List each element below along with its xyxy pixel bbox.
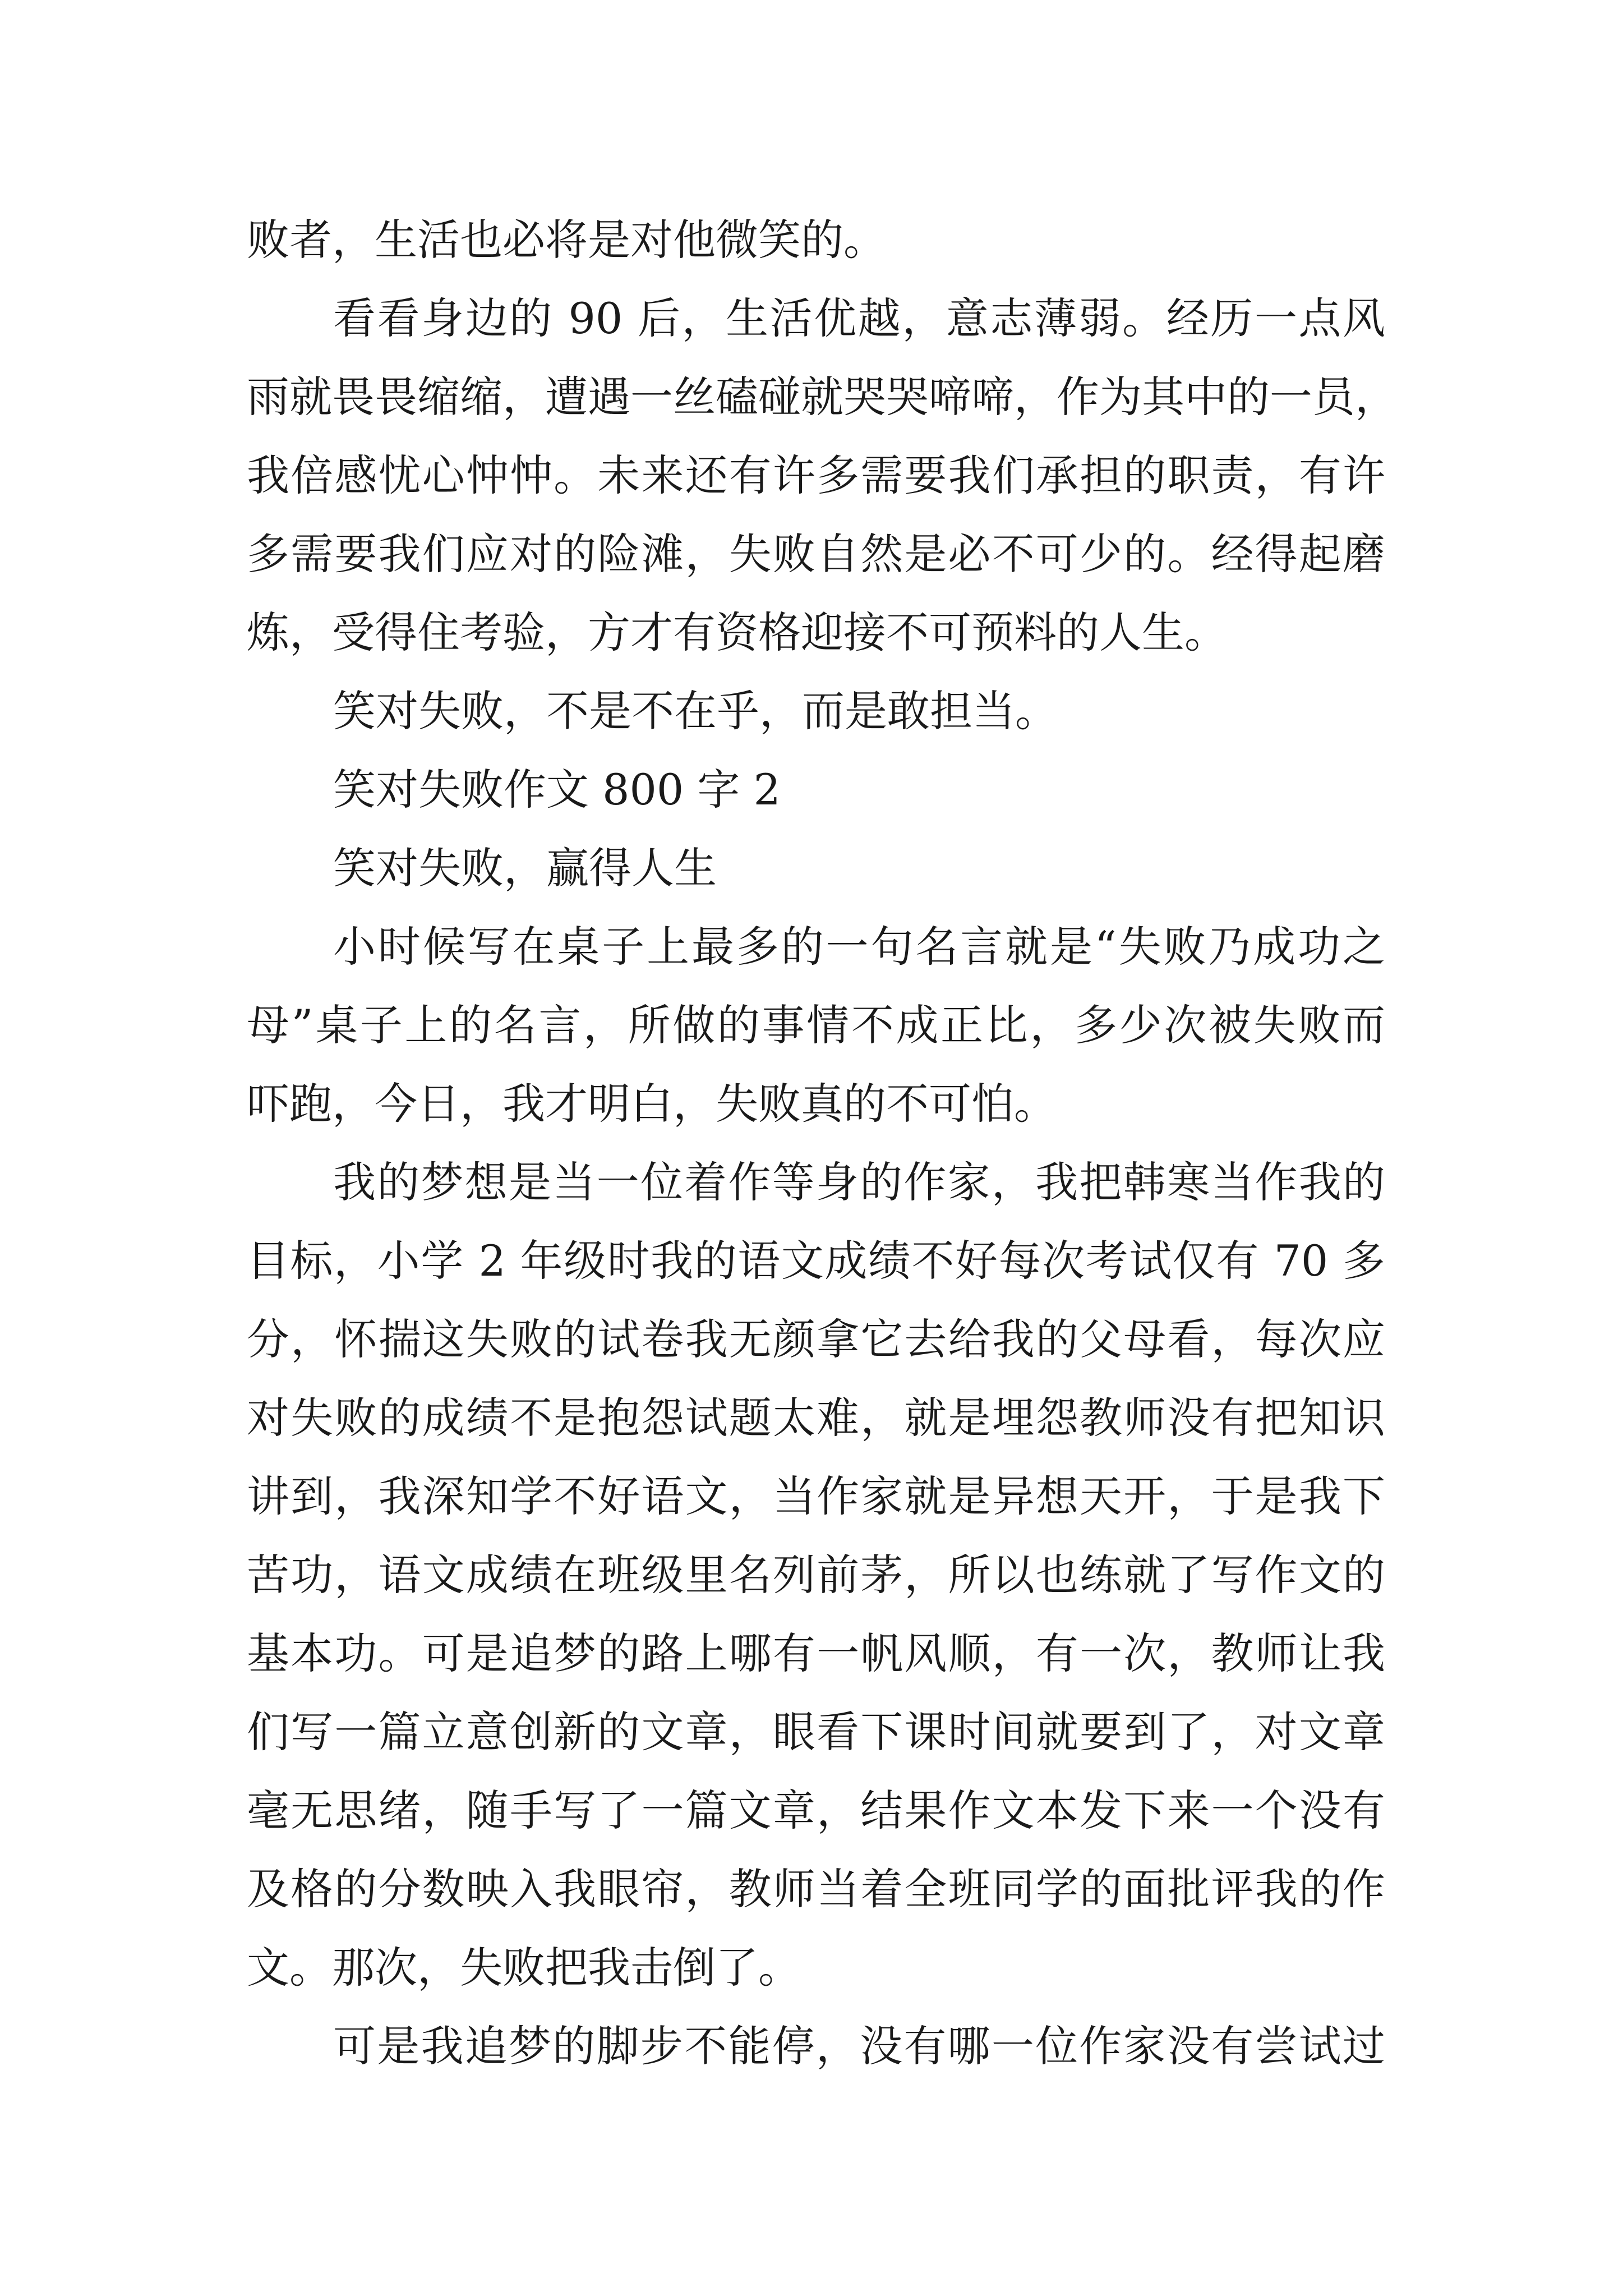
text-line: 母”桌子上的名言，所做的事情不成正比，多少次被失败而 (247, 1000, 1385, 1050)
essay-title: 笑对失败，赢得人生 (333, 843, 717, 893)
text-line: 多需要我们应对的险滩，失败自然是必不可少的。经得起磨 (247, 529, 1385, 579)
text-line: 我倍感忧心忡忡。未来还有许多需要我们承担的职责，有许 (247, 450, 1385, 500)
document-body (247, 201, 1398, 2086)
text-line: 及格的分数映入我眼帘，教师当着全班同学的面批评我的作 (247, 1864, 1385, 1914)
paragraph-first-line: 我的梦想是当一位着作等身的作家，我把韩寒当作我的 (333, 1157, 1385, 1207)
section-heading: 笑对失败作文 800 字 2 (333, 765, 781, 815)
text-line: 们写一篇立意创新的文章，眼看下课时间就要到了，对文章 (247, 1707, 1385, 1757)
text-line: 分，怀揣这失败的试卷我无颜拿它去给我的父母看，每次应 (247, 1314, 1385, 1364)
text-line: 雨就畏畏缩缩，遭遇一丝磕碰就哭哭啼啼，作为其中的一员， (247, 372, 1398, 422)
paragraph-first-line: 笑对失败，不是不在乎，而是敢担当。 (333, 686, 1058, 736)
text-line: 基本功。可是追梦的路上哪有一帆风顺，有一次，教师让我 (247, 1628, 1385, 1678)
text-line: 目标，小学 2 年级时我的语文成绩不好每次考试仅有 70 多 (247, 1236, 1385, 1286)
paragraph-first-line: 看看身边的 90 后，生活优越，意志薄弱。经历一点风 (333, 293, 1385, 343)
text-line: 对失败的成绩不是抱怨试题太难，就是埋怨教师没有把知识 (247, 1393, 1385, 1443)
paragraph-first-line: 小时候写在桌子上最多的一句名言就是“失败乃成功之 (333, 922, 1385, 972)
text-line: 讲到，我深知学不好语文，当作家就是异想天开，于是我下 (247, 1471, 1385, 1521)
text-line: 文。那次，失败把我击倒了。 (247, 1943, 801, 1993)
text-line: 炼，受得住考验，方才有资格迎接不可预料的人生。 (247, 608, 1227, 657)
text-line: 毫无思绪，随手写了一篇文章，结果作文本发下来一个没有 (247, 1786, 1385, 1835)
text-line: 苦功，语文成绩在班级里名列前茅，所以也练就了写作文的 (247, 1550, 1385, 1600)
text-line: 败者，生活也必将是对他微笑的。 (247, 215, 886, 265)
paragraph-first-line: 可是我追梦的脚步不能停，没有哪一位作家没有尝试过 (333, 2021, 1385, 2071)
text-line: 吓跑，今日，我才明白，失败真的不可怕。 (247, 1079, 1057, 1129)
